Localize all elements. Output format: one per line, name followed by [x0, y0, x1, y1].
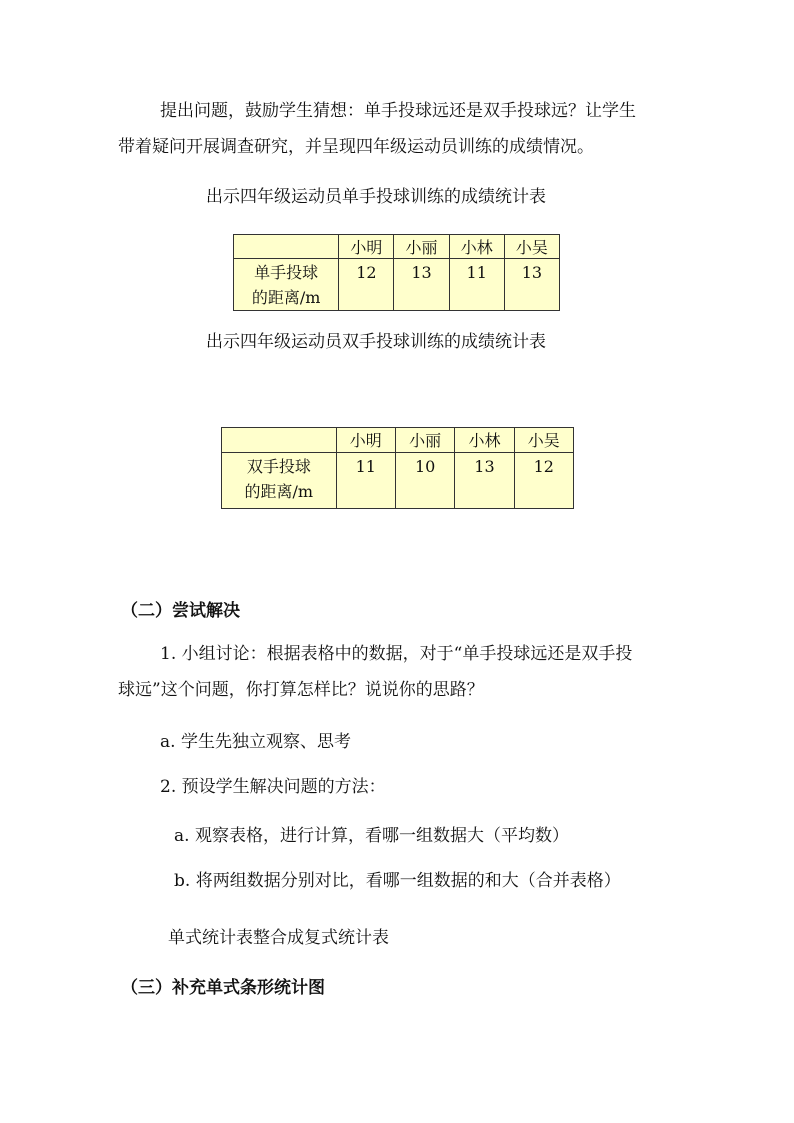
discussion-line-1: 1. 小组讨论：根据表格中的数据，对于“单手投球远还是双手投: [160, 644, 633, 664]
value-cell: 12: [339, 259, 394, 311]
section3-heading: （三）补充单式条形统计图: [121, 978, 325, 998]
header-cell: 小丽: [395, 428, 454, 453]
header-cell: 小明: [339, 235, 394, 259]
integration-note: 单式统计表整合成复式统计表: [168, 928, 389, 948]
table1-caption: 出示四年级运动员单手投球训练的成绩统计表: [206, 187, 546, 207]
double-hand-throw-table: [221, 427, 574, 509]
item-a: a. 学生先独立观察、思考: [160, 732, 351, 752]
value-cell: 13: [504, 259, 559, 311]
intro-line-1: 提出问题，鼓励学生猜想：单手投球远还是双手投球远？让学生: [160, 101, 636, 121]
value-cell: 12: [514, 453, 573, 509]
row-label-cell: [234, 259, 339, 311]
row-label-cell: [222, 453, 337, 509]
item-2: 2. 预设学生解决问题的方法：: [160, 777, 386, 797]
value-cell: 11: [336, 453, 395, 509]
value-cell: 13: [394, 259, 449, 311]
row-label-line: 的距离/m: [244, 482, 314, 501]
single-hand-throw-table: [233, 234, 560, 311]
header-cell: 小林: [449, 235, 504, 259]
method-b: b. 将两组数据分别对比，看哪一组数据的和大（合并表格）: [174, 871, 621, 891]
table2-caption: 出示四年级运动员双手投球训练的成绩统计表: [206, 332, 546, 352]
table-header-row: [234, 235, 560, 259]
table-corner-cell: [222, 428, 337, 453]
table-row: [222, 453, 574, 509]
value-cell: 13: [455, 453, 514, 509]
row-label-line: 单手投球: [254, 263, 319, 282]
value-cell: 11: [449, 259, 504, 311]
header-cell: 小林: [455, 428, 514, 453]
row-label-line: 的距离/m: [251, 288, 321, 307]
value-cell: 10: [395, 453, 454, 509]
table-row: [234, 259, 560, 311]
header-cell: 小吴: [504, 235, 559, 259]
header-cell: 小丽: [394, 235, 449, 259]
table-corner-cell: [234, 235, 339, 259]
discussion-line-2: 球远”这个问题，你打算怎样比？说说你的思路？: [118, 680, 484, 700]
row-label-line: 双手投球: [246, 457, 311, 476]
header-cell: 小吴: [514, 428, 573, 453]
header-cell: 小明: [336, 428, 395, 453]
section2-heading: （二）尝试解决: [121, 601, 240, 621]
intro-line-2: 带着疑问开展调查研究，并呈现四年级运动员训练的成绩情况。: [118, 137, 594, 157]
method-a: a. 观察表格，进行计算，看哪一组数据大（平均数）: [174, 826, 569, 846]
table-header-row: [222, 428, 574, 453]
